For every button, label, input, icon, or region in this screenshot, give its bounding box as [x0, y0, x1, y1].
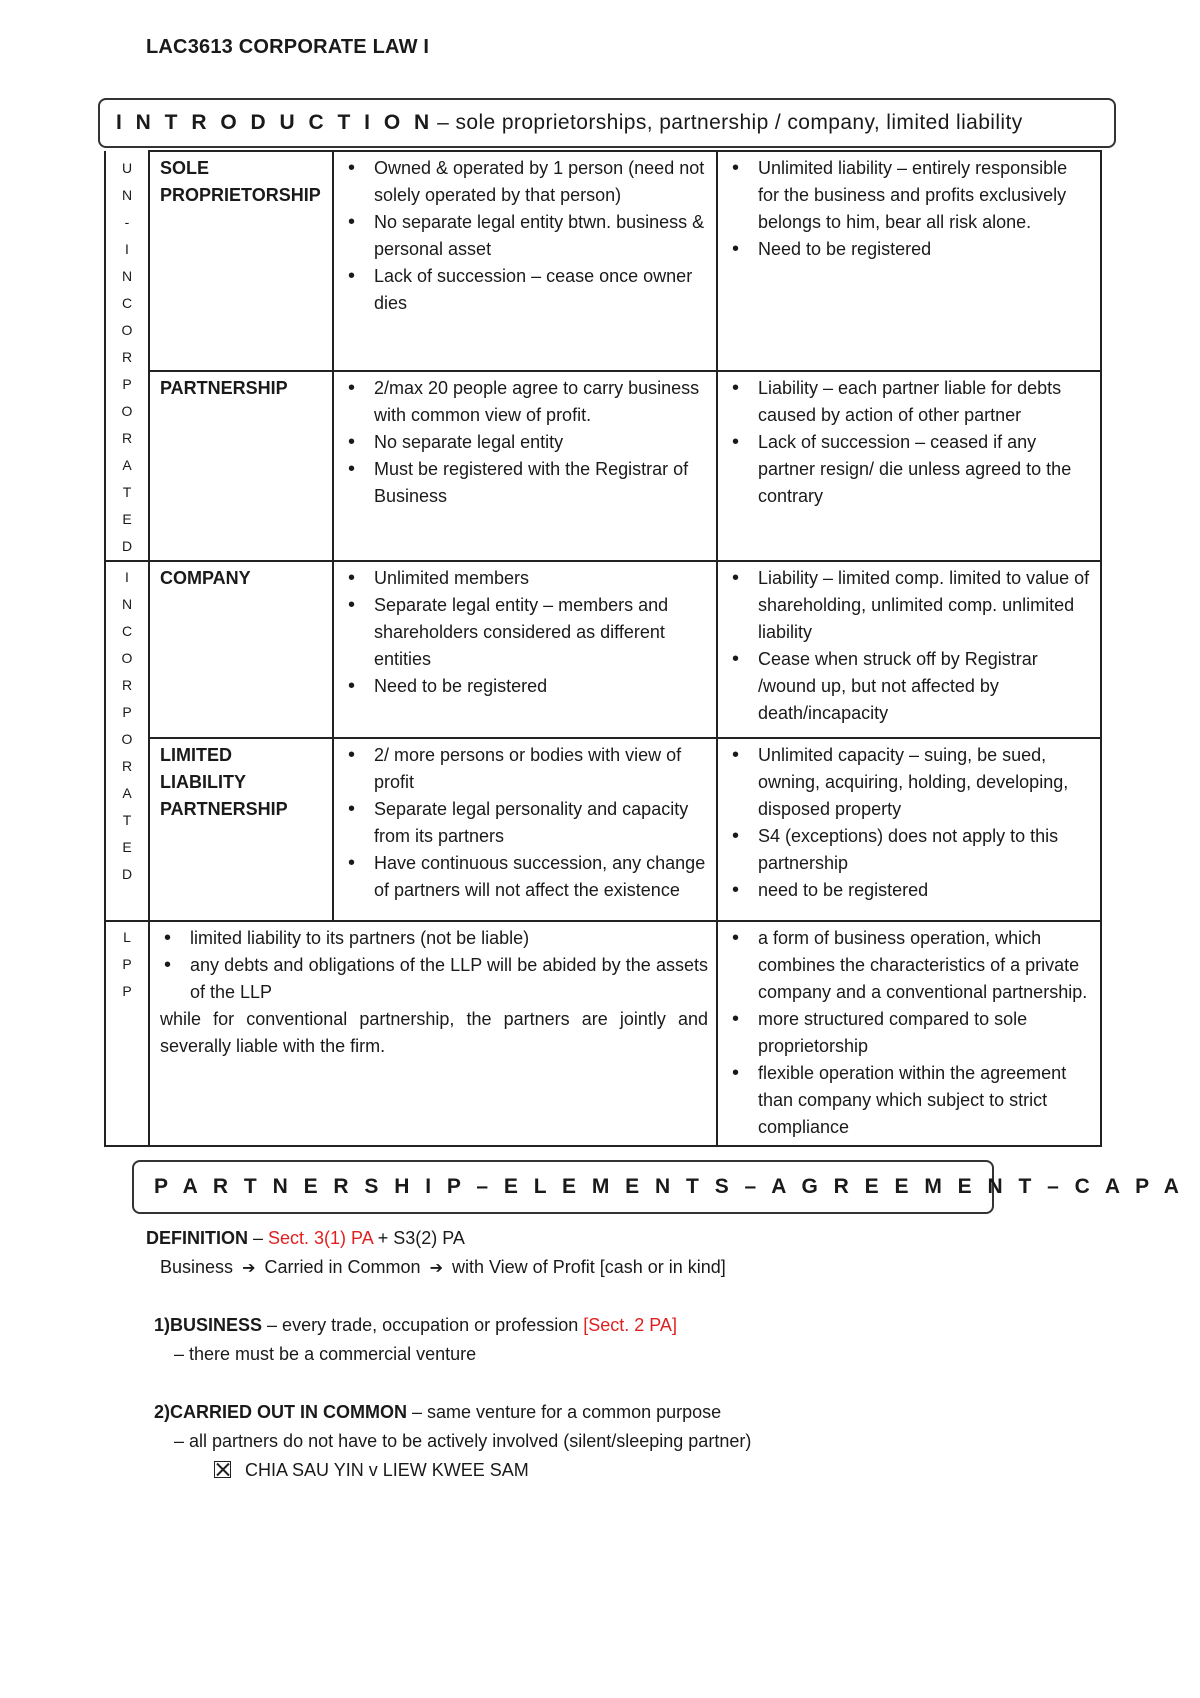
- list-item: • No separate legal entity btwn. business & personal asset: [344, 209, 708, 263]
- element-subpoint: – there must be a commercial venture: [174, 1344, 477, 1364]
- list-item: • Separate legal entity – members and shareholders considered as different entities: [344, 592, 708, 673]
- element-title: CARRIED OUT IN COMMON: [170, 1402, 408, 1422]
- list-item: • Unlimited liability – entirely responsible for the business and profits exclusively belongs to him, bear all risk alone.: [728, 155, 1092, 236]
- liability-cell: [717, 371, 1101, 561]
- list-item: • S4 (exceptions) does not apply to this partnership: [728, 823, 1092, 877]
- case-name: CHIA SAU YIN v LIEW KWEE SAM: [245, 1460, 529, 1480]
- element-subpoint: – all partners do not have to be actively involved (silent/sleeping partner): [174, 1431, 752, 1451]
- definition-label: DEFINITION: [146, 1228, 248, 1248]
- table-row: [105, 151, 1101, 371]
- list-item: • Liability – limited comp. limited to value of shareholding, unlimited comp. unlimited liability: [728, 565, 1092, 646]
- list-item: • Lack of succession – cease once owner dies: [344, 263, 708, 317]
- table-row: [105, 738, 1101, 921]
- list-item: • Unlimited capacity – suing, be sued, owning, acquiring, holding, developing, disposed property: [728, 742, 1092, 823]
- definition-flow: Business ➔ Carried in Common ➔ with View of Profit [cash or in kind]: [160, 1257, 726, 1277]
- incorporated-side-label: I N C O R P O R A T E D: [105, 561, 149, 921]
- list-item: • more structured compared to sole proprietorship: [728, 1006, 1092, 1060]
- list-item: • a form of business operation, which combines the characteristics of a private company and a conventional partnership.: [728, 925, 1092, 1006]
- list-item: • Lack of succession – ceased if any partner resign/ die unless agreed to the contrary: [728, 429, 1092, 510]
- lpp-left-cell: [149, 921, 717, 1146]
- list-item: • Cease when struck off by Registrar /wound up, but not affected by death/incapacity: [728, 646, 1092, 727]
- course-title: LAC3613 CORPORATE LAW I: [146, 36, 430, 58]
- introduction-subtitle: – sole proprietorships, partnership / company, limited liability: [437, 111, 1023, 134]
- definition-line: DEFINITION – Sect. 3(1) PA + S3(2) PA: [146, 1228, 465, 1248]
- list-item: • 2/max 20 people agree to carry business with common view of profit.: [344, 375, 708, 429]
- lpp-side-label: L P P: [105, 921, 149, 1146]
- introduction-banner: [98, 98, 1116, 148]
- lpp-right-cell: [717, 921, 1101, 1146]
- entity-sole-proprietorship: SOLE PROPRIETORSHIP: [149, 151, 333, 371]
- introduction-heading: I N T R O D U C T I O N: [116, 111, 434, 134]
- features-cell: [333, 738, 717, 921]
- element-carried-in-common: 2)CARRIED OUT IN COMMON – same venture for a common purpose: [154, 1402, 722, 1422]
- right-arrow-icon: ➔: [242, 1260, 256, 1277]
- element-business: 1)BUSINESS – every trade, occupation or profession [Sect. 2 PA]: [154, 1315, 677, 1335]
- list-item: • Need to be registered: [344, 673, 708, 700]
- list-item: • Separate legal personality and capacity from its partners: [344, 796, 708, 850]
- list-item: • Owned & operated by 1 person (need not solely operated by that person): [344, 155, 708, 209]
- list-item: • limited liability to its partners (not be liable): [160, 925, 708, 952]
- features-cell: [333, 561, 717, 738]
- checkbox-x-icon: [214, 1461, 231, 1478]
- list-item: • flexible operation within the agreement than company which subject to strict compliance: [728, 1060, 1092, 1141]
- features-cell: [333, 151, 717, 371]
- entity-partnership: PARTNERSHIP: [149, 371, 333, 561]
- section-reference-extra: + S3(2) PA: [372, 1228, 465, 1248]
- list-item: • Have continuous succession, any change of partners will not affect the existence: [344, 850, 708, 904]
- entity-limited-liability-partnership: LIMITED LIABILITY PARTNERSHIP: [149, 738, 333, 921]
- liability-cell: [717, 561, 1101, 738]
- list-item: • Unlimited members: [344, 565, 708, 592]
- unincorporated-side-label: U N - I N C O R P O R A T E D: [105, 151, 149, 561]
- table-row: [105, 371, 1101, 561]
- section-reference: [Sect. 2 PA]: [583, 1315, 677, 1335]
- liability-cell: [717, 151, 1101, 371]
- section-reference: Sect. 3(1) PA: [268, 1228, 373, 1248]
- list-item: • Must be registered with the Registrar of Business: [344, 456, 708, 510]
- entity-company: COMPANY: [149, 561, 333, 738]
- list-item: • Liability – each partner liable for debts caused by action of other partner: [728, 375, 1092, 429]
- business-structures-table: [104, 150, 1102, 1147]
- list-item: • any debts and obligations of the LLP will be abided by the assets of the LLP: [160, 952, 708, 1006]
- partnership-elements-banner: P A R T N E R S H I P – E L E M E N T S – A G R E E M E N T – C A P A: [132, 1160, 994, 1214]
- table-row: [105, 561, 1101, 738]
- list-item: • 2/ more persons or bodies with view of profit: [344, 742, 708, 796]
- list-item: • No separate legal entity: [344, 429, 708, 456]
- features-cell: [333, 371, 717, 561]
- liability-cell: [717, 738, 1101, 921]
- table-row: [105, 921, 1101, 1146]
- case-reference: [214, 1460, 529, 1481]
- list-item: • Need to be registered: [728, 236, 1092, 263]
- right-arrow-icon: ➔: [429, 1260, 443, 1277]
- element-title: BUSINESS: [170, 1315, 263, 1335]
- lpp-note: while for conventional partnership, the partners are jointly and severally liable with the firm.: [160, 1009, 708, 1056]
- list-item: • need to be registered: [728, 877, 1092, 904]
